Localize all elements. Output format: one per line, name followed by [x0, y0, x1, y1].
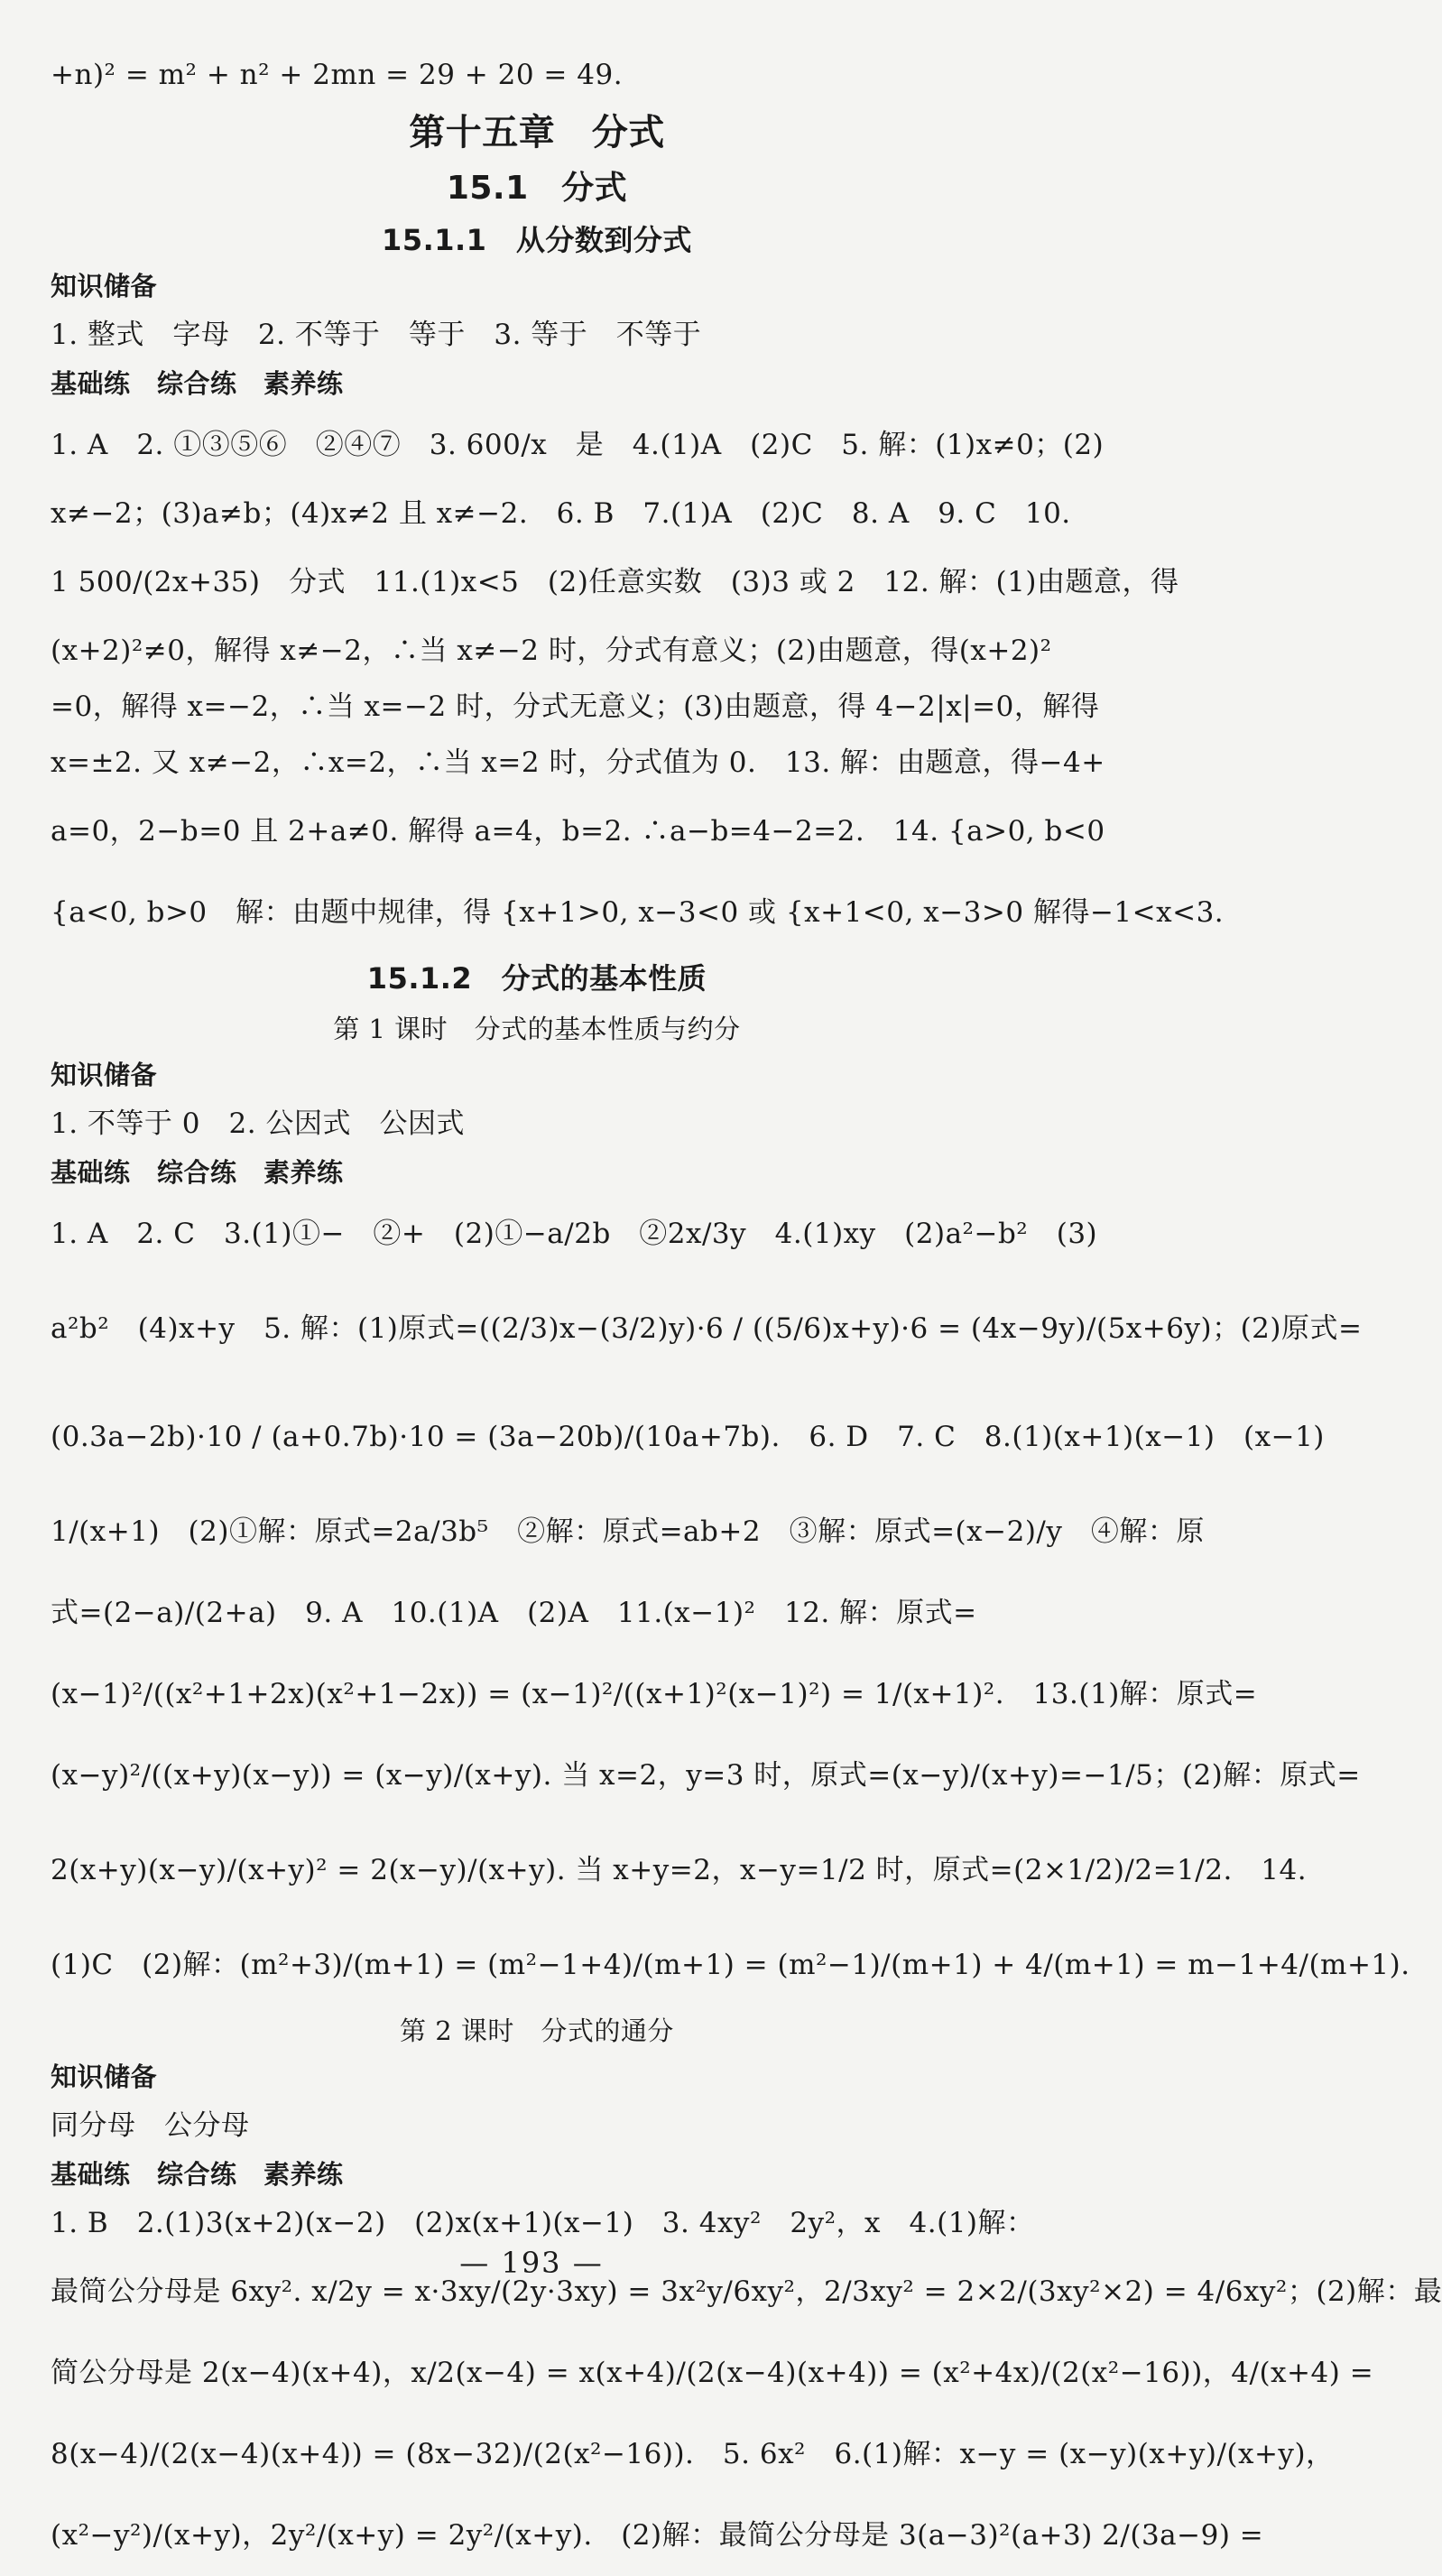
- answer-line: =0，解得 x=−2，∴当 x=−2 时，分式无意义；(3)由题意，得 4−2|x|=0，解得: [51, 690, 1100, 723]
- answer-line: (x−y)²/((x+y)(x−y)) = (x−y)/(x+y). 当 x=2，y=3 时，原式=(x−y)/(x+y)=−1/5；(2)解：原式=: [51, 1759, 1361, 1792]
- section-title: 15.1 分式: [446, 170, 628, 207]
- answer-line: 1. 整式 字母 2. 不等于 等于 3. 等于 不等于: [51, 319, 702, 351]
- answer-line: 8(x−4)/(2(x−4)(x+4)) = (8x−32)/(2(x²−16)). 5. 6x² 6.(1)解：x−y = (x−y)(x+y)/(x+y)，: [51, 2438, 1335, 2470]
- answer-line: 1. A 2. ①③⑤⑥ ②④⑦ 3. 600/x 是 4.(1)A (2)C 5. 解：(1)x≠0；(2): [51, 429, 1105, 461]
- category-label: 基础练 综合练 素养练: [51, 2159, 344, 2190]
- answer-line: a=0，2−b=0 且 2+a≠0. 解得 a=4，b=2. ∴a−b=4−2=2. 14. {a>0, b<0: [51, 815, 1105, 848]
- subsection-title: 15.1.1 从分数到分式: [382, 223, 692, 257]
- lesson-title: 第 1 课时 分式的基本性质与约分: [333, 1014, 741, 1044]
- category-label: 基础练 综合练 素养练: [51, 1157, 344, 1188]
- answer-line: +n)² = m² + n² + 2mn = 29 + 20 = 49.: [51, 59, 624, 91]
- answer-line: 1 500/(2x+35) 分式 11.(1)x<5 (2)任意实数 (3)3 或 2 12. 解：(1)由题意，得: [51, 566, 1179, 598]
- answer-line: (1)C (2)解：(m²+3)/(m+1) = (m²−1+4)/(m+1) = (m²−1)/(m+1) + 4/(m+1) = m−1+4/(m+1).: [51, 1949, 1410, 1981]
- page-number: — 193 —: [459, 2246, 604, 2280]
- answer-line: (x²−y²)/(x+y)，2y²/(x+y) = 2y²/(x+y). (2)解：最简公分母是 3(a−3)²(a+3) 2/(3a−9) =: [51, 2519, 1264, 2552]
- answer-line: {a<0, b>0 解：由题中规律，得 {x+1>0, x−3<0 或 {x+1<0, x−3>0 解得−1<x<3.: [51, 896, 1225, 929]
- answer-line: 式=(2−a)/(2+a) 9. A 10.(1)A (2)A 11.(x−1)² 12. 解：原式=: [51, 1597, 977, 1629]
- answer-line: x=±2. 又 x≠−2，∴x=2，∴当 x=2 时，分式值为 0. 13. 解：由题意，得−4+: [51, 746, 1105, 779]
- answer-line: a²b² (4)x+y 5. 解：(1)原式=((2/3)x−(3/2)y)·6 / ((5/6)x+y)·6 = (4x−9y)/(5x+6y)；(2)原式=: [51, 1312, 1363, 1345]
- answer-line: x≠−2；(3)a≠b；(4)x≠2 且 x≠−2. 6. B 7.(1)A (2)C 8. A 9. C 10.: [51, 497, 1071, 530]
- chapter-title: 第十五章 分式: [409, 112, 665, 153]
- answer-line: 1. A 2. C 3.(1)①− ②+ (2)①−a/2b ②2x/3y 4.(1)xy (2)a²−b² (3): [51, 1218, 1098, 1250]
- category-label: 知识储备: [51, 2062, 158, 2092]
- answer-line: 同分母 公分母: [51, 2109, 250, 2142]
- answer-line: (x+2)²≠0，解得 x≠−2，∴当 x≠−2 时，分式有意义；(2)由题意，得(x+2)²: [51, 635, 1052, 667]
- subsection-title: 15.1.2 分式的基本性质: [366, 961, 707, 996]
- category-label: 知识储备: [51, 1060, 158, 1090]
- answer-line: 简公分母是 2(x−4)(x+4)，x/2(x−4) = x(x+4)/(2(x−4)(x+4)) = (x²+4x)/(2(x²−16))，4/(x+4) =: [51, 2357, 1374, 2389]
- answer-line: 1/(x+1) (2)①解：原式=2a/3b⁵ ②解：原式=ab+2 ③解：原式=(x−2)/y ④解：原: [51, 1515, 1205, 1548]
- category-label: 基础练 综合练 素养练: [51, 368, 344, 399]
- answer-line: 2(x+y)(x−y)/(x+y)² = 2(x−y)/(x+y). 当 x+y=2，x−y=1/2 时，原式=(2×1/2)/2=1/2. 14.: [51, 1854, 1308, 1886]
- answer-line: 1. B 2.(1)3(x+2)(x−2) (2)x(x+1)(x−1) 3. 4xy² 2y²，x 4.(1)解：: [51, 2207, 1035, 2239]
- answer-line: (x−1)²/((x²+1+2x)(x²+1−2x)) = (x−1)²/((x+1)²(x−1)²) = 1/(x+1)². 13.(1)解：原式=: [51, 1678, 1258, 1710]
- answer-line: 最简公分母是 6xy². x/2y = x·3xy/(2y·3xy) = 3x²y/6xy²，2/3xy² = 2×2/(3xy²×2) = 4/6xy²；(2)解：最: [51, 2275, 1442, 2308]
- answer-content: [51, 47, 1442, 2576]
- lesson-title: 第 2 课时 分式的通分: [400, 2015, 674, 2046]
- category-label: 知识储备: [51, 271, 158, 301]
- answer-line: 1. 不等于 0 2. 公因式 公因式: [51, 1107, 465, 1140]
- answer-line: (0.3a−2b)·10 / (a+0.7b)·10 = (3a−20b)/(10a+7b). 6. D 7. C 8.(1)(x+1)(x−1) (x−1): [51, 1421, 1325, 1453]
